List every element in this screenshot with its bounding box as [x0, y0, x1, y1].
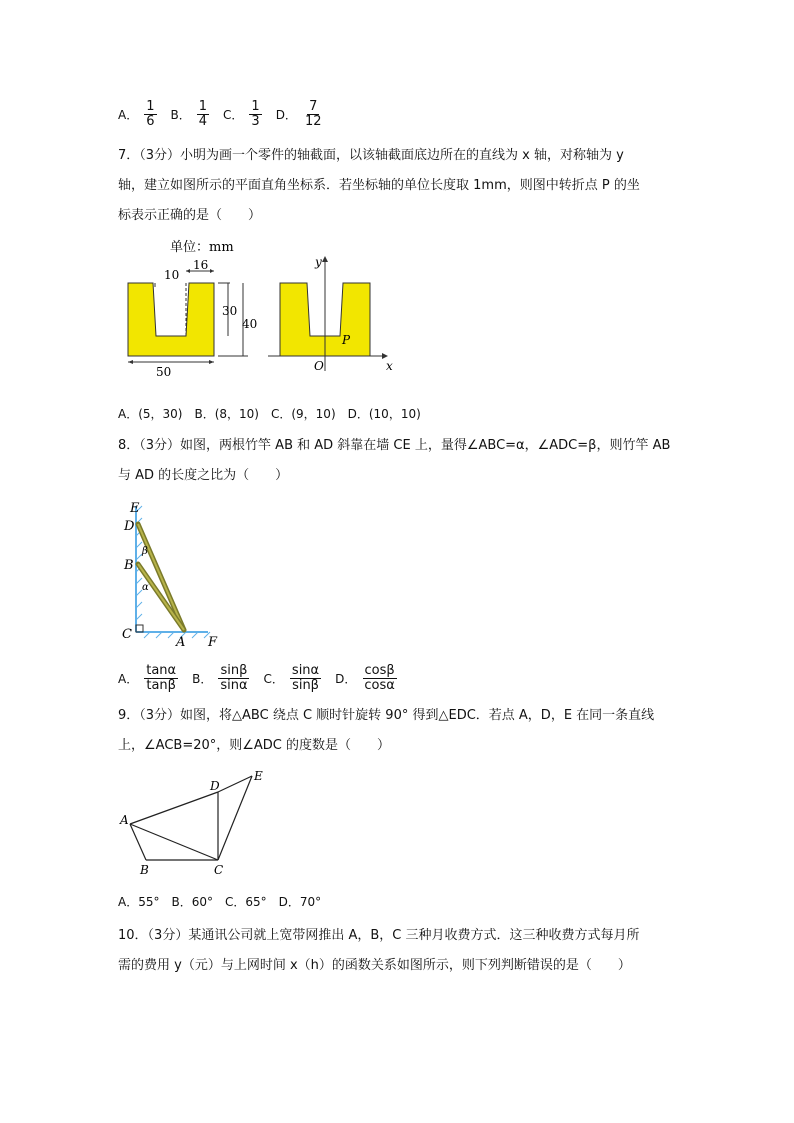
q8-option-b-letter: B．	[192, 672, 213, 686]
q7-options: A．(5，30) B．(8，10) C．(9，10) D．(10，10)	[118, 407, 421, 421]
q8-line-2: 与 AD 的长度之比为（ ）	[118, 468, 289, 483]
q6-a-num: 1	[146, 99, 155, 114]
q10-line-1: 10．（3分）某通讯公司就上宽带网推出 A，B，C 三种月收费方式．这三种收费方式每月所	[118, 928, 640, 943]
q6-option-b[interactable]	[171, 100, 210, 129]
q9-label-b: B	[140, 863, 149, 877]
q8-a-num: tanα	[146, 663, 177, 678]
q6-b-num: 1	[198, 99, 208, 114]
q8-option-a-fraction	[144, 664, 178, 693]
q7-figure	[118, 236, 408, 386]
q8-option-a-letter: A．	[118, 672, 139, 686]
q8-option-d-letter: D．	[335, 672, 357, 686]
q6-option-c[interactable]	[223, 100, 262, 129]
q6-a-den: 6	[146, 114, 155, 129]
q6-d-num: 7	[309, 99, 318, 114]
q8-option-d-fraction	[362, 664, 396, 693]
q7-unit-label: 单位：mm	[170, 240, 234, 255]
q7-dim-10: 10	[164, 268, 180, 282]
q6-option-a-fraction	[144, 100, 156, 129]
q8-option-c-fraction	[290, 664, 321, 693]
q7-dim-40: 40	[242, 317, 258, 331]
q8-options	[118, 664, 411, 693]
q8-c-den: sinβ	[292, 678, 319, 693]
q8-d-den: cosα	[364, 678, 395, 693]
q6-options	[118, 100, 337, 129]
q8-label-beta: β	[142, 546, 148, 557]
q6-option-a[interactable]	[118, 100, 157, 129]
q9-options: A．55° B．60° C．65° D．70°	[118, 895, 322, 909]
q6-option-c-fraction	[249, 100, 261, 129]
q8-option-c[interactable]	[264, 664, 322, 693]
q8-label-d: D	[124, 519, 135, 534]
q6-c-num: 1	[251, 99, 260, 114]
q9-label-e: E	[254, 769, 263, 783]
q8-label-b: B	[124, 558, 134, 573]
q7-line-2: 轴，建立如图所示的平面直角坐标系．若坐标轴的单位长度取 1mm，则图中转折点 P 的坐	[118, 178, 640, 193]
q6-option-a-letter: A．	[118, 108, 139, 122]
q8-option-d[interactable]	[335, 664, 397, 693]
q6-option-b-letter: B．	[170, 108, 191, 122]
q8-option-b[interactable]	[192, 664, 249, 693]
q7-axis-y: y	[315, 255, 322, 269]
q8-line-1: 8．（3分）如图，两根竹竿 AB 和 AD 斜靠在墙 CE 上，量得∠ABC=α，∠ADC=β，则竹竿 AB	[118, 438, 671, 453]
q8-option-c-letter: C．	[263, 672, 284, 686]
q7-origin-label: O	[314, 359, 324, 373]
q7-dim-30: 30	[222, 304, 238, 318]
q8-figure	[118, 498, 228, 650]
q8-b-num: sinβ	[220, 663, 248, 678]
q6-option-d-letter: D．	[275, 108, 297, 122]
q6-d-den: 12	[304, 114, 322, 129]
q8-c-num: sinα	[291, 663, 320, 678]
q9-figure	[116, 766, 276, 878]
q7-line-3: 标表示正确的是（ ）	[118, 208, 262, 223]
q9-label-c: C	[214, 863, 224, 877]
q7-point-p-label: P	[342, 333, 351, 347]
q9-label-a: A	[120, 813, 129, 827]
q7-dim-16: 16	[193, 258, 209, 272]
q9-line-2: 上，∠ACB=20°，则∠ADC 的度数是（ ）	[118, 738, 391, 753]
q8-label-f: F	[208, 635, 218, 650]
q8-label-c: C	[122, 627, 132, 642]
q8-option-a[interactable]	[118, 664, 178, 693]
q7-left-part-shape	[128, 283, 214, 356]
q9-label-d: D	[210, 779, 220, 793]
q9-line-1: 9．（3分）如图，将△ABC 绕点 C 顺时针旋转 90° 得到△EDC．若点 A，D，E 在同一条直线	[118, 708, 655, 723]
q7-axis-x: x	[386, 359, 393, 373]
q6-option-d-fraction	[303, 100, 324, 129]
q6-option-c-letter: C．	[223, 108, 244, 122]
q8-label-a: A	[176, 635, 186, 650]
q8-label-alpha: α	[142, 582, 149, 593]
q8-b-den: sinα	[220, 678, 248, 693]
q6-option-b-fraction	[197, 100, 209, 129]
q8-a-den: tanβ	[146, 678, 176, 693]
q6-b-den: 4	[198, 114, 208, 129]
q6-option-d[interactable]	[276, 100, 324, 129]
q9-triangles	[130, 776, 252, 860]
q8-right-angle-mark	[136, 625, 143, 632]
q6-c-den: 3	[251, 114, 260, 129]
q7-line-1: 7．（3分）小明为画一个零件的轴截面，以该轴截面底边所在的直线为 x 轴，对称轴为 y	[118, 148, 624, 163]
q8-option-b-fraction	[218, 664, 249, 693]
q10-line-2: 需的费用 y（元）与上网时间 x（h）的函数关系如图所示，则下列判断错误的是（ ）	[118, 958, 631, 973]
q7-dim-50: 50	[156, 365, 172, 379]
q8-d-num: cosβ	[364, 663, 395, 678]
q7-y-arrow	[322, 256, 328, 262]
q8-label-e: E	[130, 501, 140, 516]
